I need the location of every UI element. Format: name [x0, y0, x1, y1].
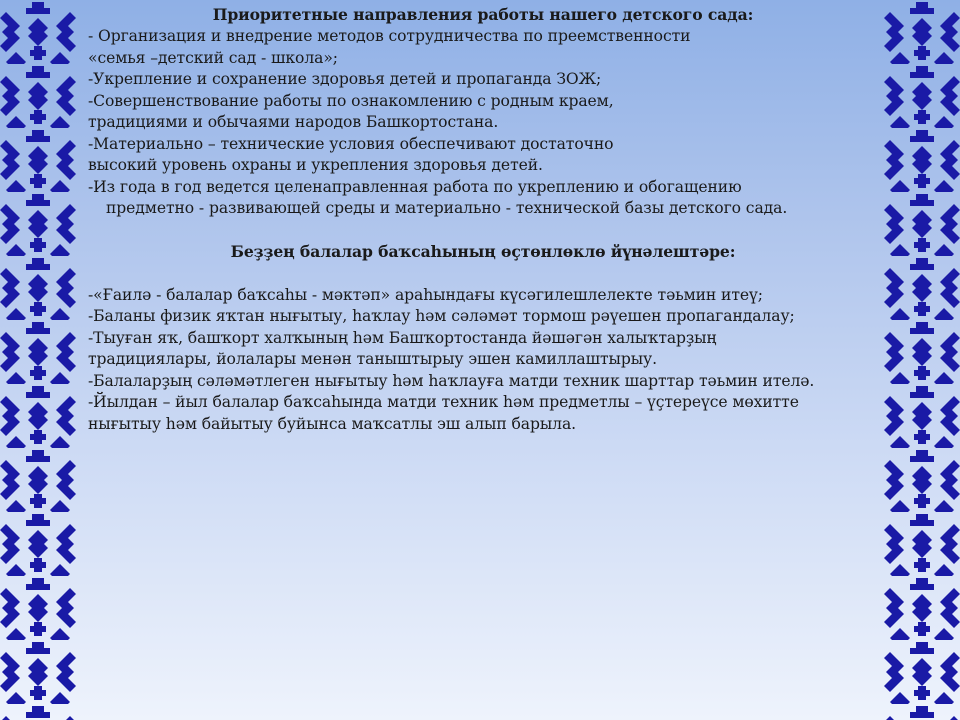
right-ornament-border — [884, 0, 960, 720]
ru-line: - Организация и внедрение методов сотрудничества по преемственности — [88, 27, 691, 45]
ru-line: высокий уровень охраны и укрепления здоровья детей. — [88, 156, 543, 174]
ru-line: -Из года в год ведется целенаправленная работа по укреплению и обогащению — [88, 177, 742, 196]
ba-line: традициялары, йолалары менән таныштырыу эшен камиллаштырыу. — [88, 350, 657, 368]
section-spacer — [88, 263, 878, 285]
heading-ba: Беҙҙең балалар баҡсаһының өҫтөнлөклө йүнәлештәре: — [230, 242, 736, 261]
ba-line: -Йылдан – йыл балалар баҡсаһында матди техник һәм предметлы – үҫтереүсе мөхитте — [88, 393, 799, 411]
bashkir-cross-ornament-icon — [884, 0, 960, 720]
slide-content — [88, 4, 878, 435]
ba-line: -Тыуған яҡ, башҡорт халҡының һәм Башҡортостанда йәшәгән халыҡтарҙың — [88, 328, 717, 347]
ru-line: традициями и обычаями народов Башкортостана. — [88, 113, 499, 131]
ru-line: предметно - развивающей среды и материально - технической базы детского сада. — [106, 199, 788, 217]
ba-line: -«Ғаилә - балалар баҡсаһы - мәктәп» араһындағы күсәгилешлелекте тәьмин итеү; — [88, 285, 763, 304]
heading-ru: Приоритетные направления работы нашего детского сада: — [212, 5, 754, 24]
left-ornament-border — [0, 0, 76, 720]
ba-line: нығытыу һәм байытыу буйынса маҡсатлы эш алып барыла. — [88, 414, 577, 433]
ru-line: -Совершенствование работы по ознакомлению с родным краем, — [88, 91, 614, 110]
section-spacer — [88, 220, 878, 242]
ba-line: -Балаларҙың сәләмәтлеген нығытыу һәм һаҡлауға матди техник шарттар тәьмин ителә. — [88, 371, 815, 390]
bashkir-cross-ornament-icon — [0, 0, 76, 720]
ba-line: -Баланы физик яҡтан нығытыу, һаҡлау һәм сәләмәт тормош рәүешен пропагандалау; — [88, 307, 795, 325]
ru-line: -Укрепление и сохранение здоровья детей и пропаганда ЗОЖ; — [88, 70, 602, 88]
ru-line: «семья –детский сад - школа»; — [88, 48, 338, 67]
ru-line: -Материально – технические условия обеспечивают достаточно — [88, 134, 614, 153]
